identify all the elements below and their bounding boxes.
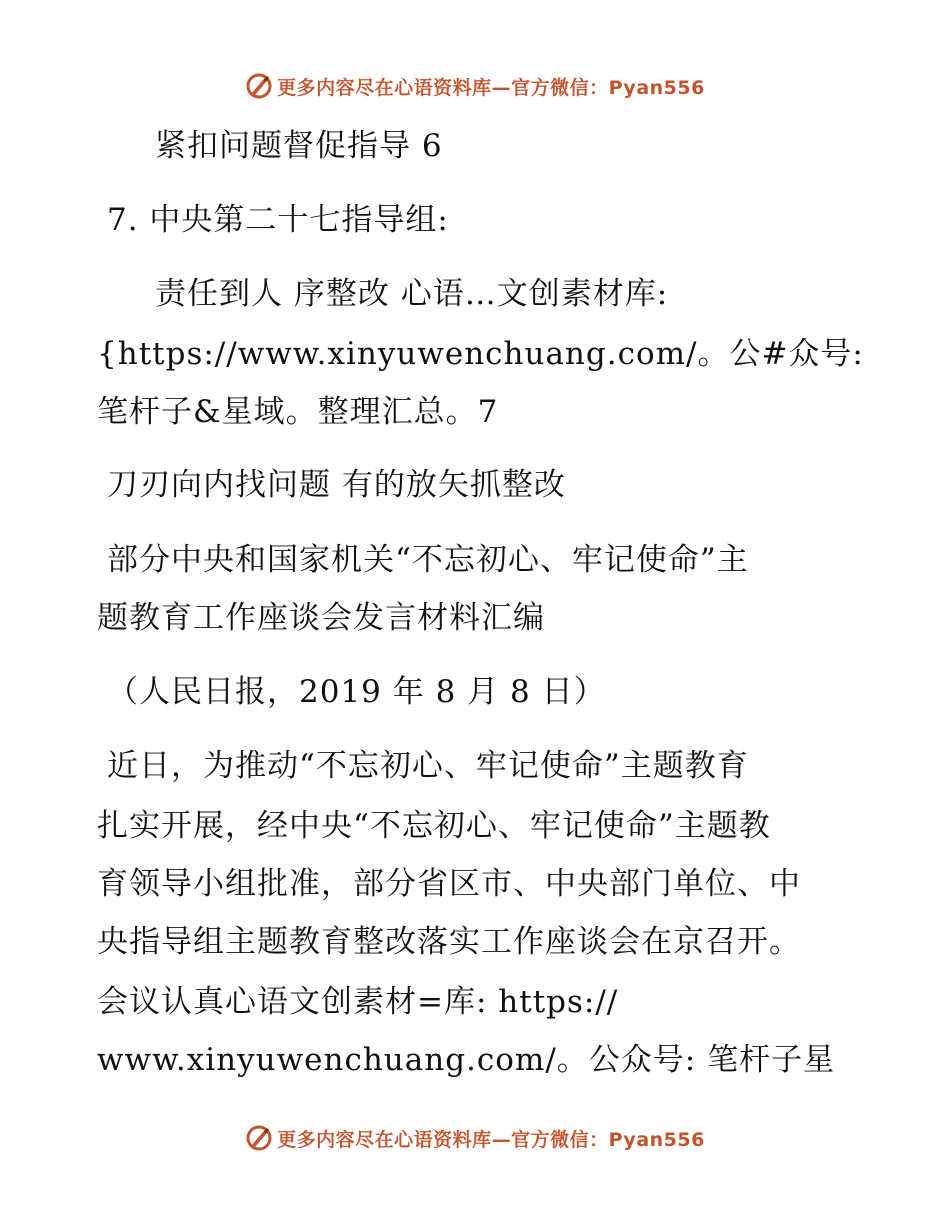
header-watermark [0, 72, 950, 100]
watermark-text: 更多内容尽在心语资料库—官方微信：Pyan556 [277, 76, 705, 99]
body-line: 央指导组主题教育整改落实工作座谈会在京召开。 [97, 924, 801, 960]
quill-pen-circle-icon [245, 1124, 273, 1152]
body-line: 扎实开展，经中央“不忘初心、牢记使命”主题教 [97, 808, 771, 844]
watermark-text: 更多内容尽在心语资料库—官方微信：Pyan556 [277, 1128, 705, 1151]
body-line: www.xinyuwenchuang.com/。公众号: 笔杆子星 [97, 1042, 836, 1078]
body-line: {https://www.xinyuwenchuang.com/。公#众号: [97, 336, 864, 372]
body-line: （人民日报，2019 年 8 月 8 日） [107, 674, 606, 710]
body-line: 笔杆子&星域。整理汇总。7 [97, 394, 499, 430]
body-line: 责任到人 序整改 心语…文创素材库: [155, 276, 669, 312]
body-line: 育领导小组批准，部分省区市、中央部门单位、中 [97, 866, 801, 902]
body-line: 题教育工作座谈会发言材料汇编 [97, 600, 545, 636]
quill-pen-circle-icon [245, 72, 273, 100]
body-line: 会议认真心语文创素材=库: https:// [97, 984, 619, 1020]
body-line: 近日，为推动“不忘初心、牢记使命”主题教育 [107, 748, 749, 784]
body-line: 刀刃向内找问题 有的放矢抓整改 [107, 467, 566, 503]
footer-watermark [0, 1124, 950, 1152]
body-line: 7. 中央第二十七指导组: [107, 202, 449, 238]
body-line: 紧扣问题督促指导 6 [155, 128, 443, 164]
body-line: 部分中央和国家机关“不忘初心、牢记使命”主 [107, 542, 749, 578]
